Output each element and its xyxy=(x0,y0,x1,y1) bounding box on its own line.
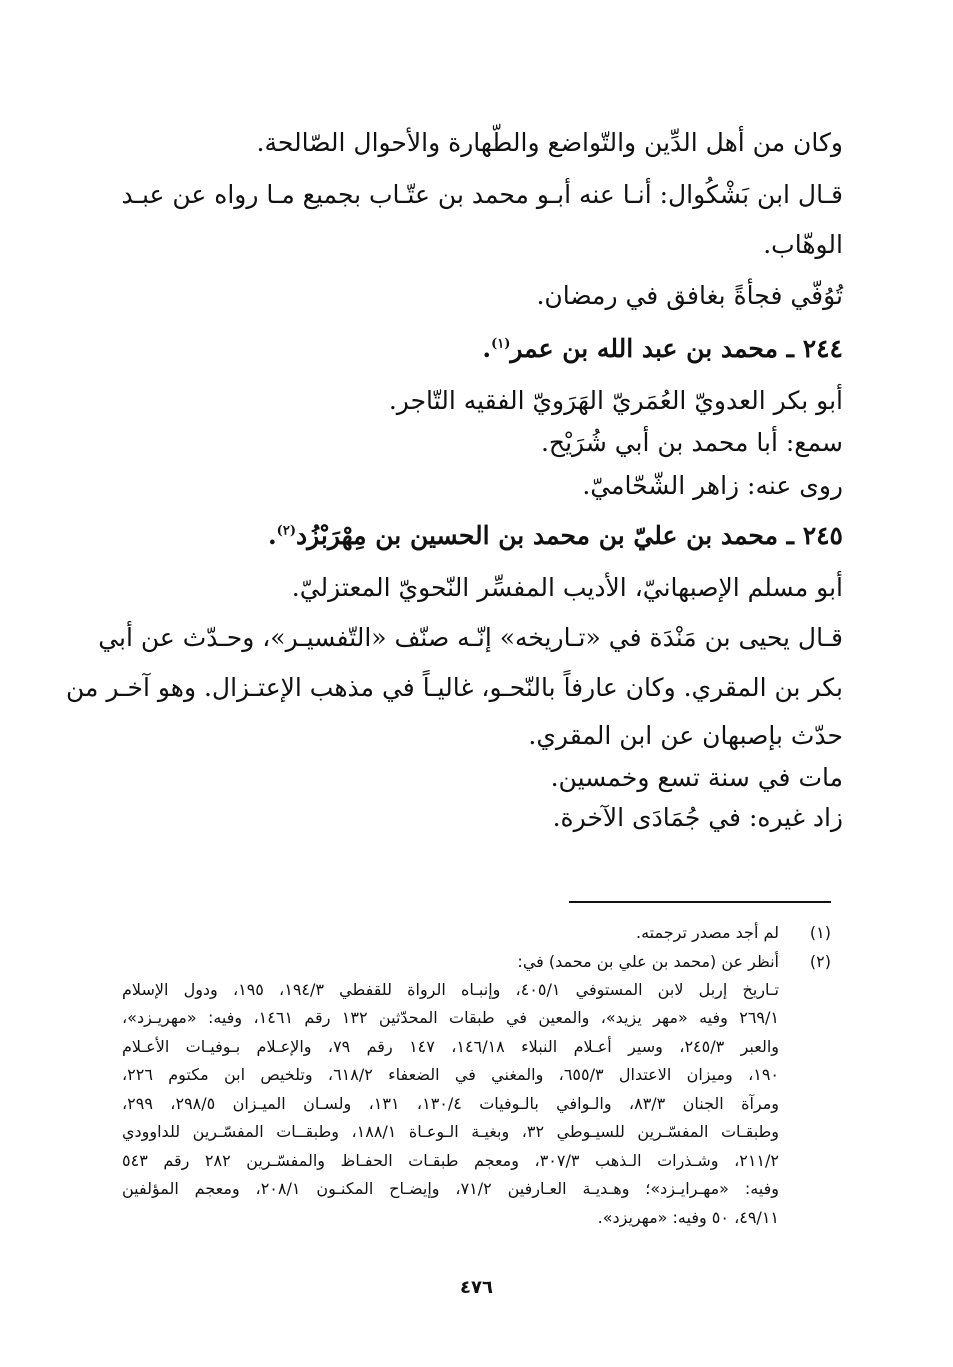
body-line: أبو بكر العدويّ العُمَريّ الهَرَويّ الفقيه التّاجر. xyxy=(388,386,843,415)
footnote-text: ٢١١/٢، وشـذرات الـذهب ٣٠٧/٣، ومعجم طبقـات الحفـاظ والمفسّـرين ٢٨٢ رقم ٥٤٣ xyxy=(122,1151,779,1170)
body-line: مات في سنة تسع وخمسين. xyxy=(550,763,843,792)
footnote-text: وطبقـات المفسّـرين للسيـوطي ٣٢، وبغيـة الـوعـاة ١٨٨/١، وطبقــات المفسّـرين للداوودي xyxy=(122,1122,780,1141)
footnote-text: أنظر عن (محمد بن علي بن محمد) في: xyxy=(517,952,779,971)
footnote-text: ١٩٠، وميزان الاعتدال ٦٥٥/٣، والمغني في الضعفاء ٦١٨/٢، وتلخيص ابن مكتوم ٢٢٦، xyxy=(122,1065,780,1084)
body-line: بكر بن المقري. وكان عارفاً بالنّحـو، غاليـاً في مذهب الإعتـزال. وهو آخـر من xyxy=(66,673,843,702)
footnote-text: ٤٩/١١، ٥٠ وفيه: «مهريزد». xyxy=(597,1208,779,1227)
footnote-text: تـاريخ إربل لابن المستوفي ٤٠٥/١، وإنبـاه الرواة للقفطي ١٩٤/٣، ١٩٥، ودول الإسلام xyxy=(122,980,780,999)
body-line: وكان من أهل الدِّين والتّواضع والطّهارة والأحوال الصّالحة. xyxy=(256,128,843,157)
footnote-text: والعبر ٢٤٥/٣، وسير أعـلام النبلاء ١٤٦/١٨، ١٤٧ رقم ٧٩، والإعـلام بـوفيـات الأعـلام xyxy=(122,1037,780,1056)
footnote-text: ٢٦٩/١ وفيه «مهر يزيد»، والمعين في طبقات المحدّثين ١٣٢ رقم ١٤٦١، وفيه: «مهريـزد»، xyxy=(122,1008,779,1027)
footnote-number: (١) xyxy=(809,923,831,942)
footnote-divider xyxy=(569,901,831,903)
entry-end-period: . xyxy=(482,334,492,363)
body-line: سمع: أبا محمد بن أبي شُرَيْح. xyxy=(540,428,843,457)
footnote-text: لم أجد مصدر ترجمته. xyxy=(636,923,779,942)
body-line: قـال يحيى بن مَنْدَة في «تـاريخه» إنّـه صنّف «التّفسيـر»، وحـدّث عن أبي xyxy=(98,623,843,652)
body-line: تُوُفّي فجأةً بغافق في رمضان. xyxy=(536,281,843,310)
footnote-text: وفيه: «مهـرايـزد»؛ وهـديـة العـارفين ٧١/٢، وإيضـاح المكنـون ٢٠٨/١، ومعجم المؤلفين xyxy=(122,1179,779,1198)
entry-end-period: . xyxy=(267,521,277,550)
footnote-marker: (٢) xyxy=(276,523,296,539)
body-line: روى عنه: زاهر الشّحّاميّ. xyxy=(582,471,843,500)
body-line: قـال ابن بَشْكُوال: أنـا عنه أبـو محمد بن عتّـاب بجميع مـا رواه عن عبـد xyxy=(121,180,843,209)
entry-title: ٢٤٥ ـ محمد بن عليّ بن محمد بن الحسين بن مِهْرَبْزُد xyxy=(295,521,843,550)
entry-title: ٢٤٤ ـ محمد بن عبد الله بن عمر xyxy=(510,334,843,363)
footnote-text: ومرآة الجنان ٨٣/٣، والـوافي بالـوفيات ١٣٠/٤، ١٣١، ولسـان الميـزان ٢٩٨/٥، ٢٩٩، xyxy=(122,1094,780,1113)
body-line: الوهّاب. xyxy=(763,230,843,259)
entry-heading-245 xyxy=(268,518,843,554)
body-line: حدّث بإصبهان عن ابن المقري. xyxy=(528,721,843,750)
footnote-marker: (١) xyxy=(491,336,511,352)
entry-heading-244 xyxy=(482,331,843,367)
body-line: زاد غيره: في جُمَادَى الآخرة. xyxy=(552,803,843,832)
footnote-number: (٢) xyxy=(809,952,831,971)
body-line: أبو مسلم الإصبهانيّ، الأديب المفسِّر النّحويّ المعتزليّ. xyxy=(291,573,843,602)
page-number: ٤٧٦ xyxy=(460,1277,493,1298)
